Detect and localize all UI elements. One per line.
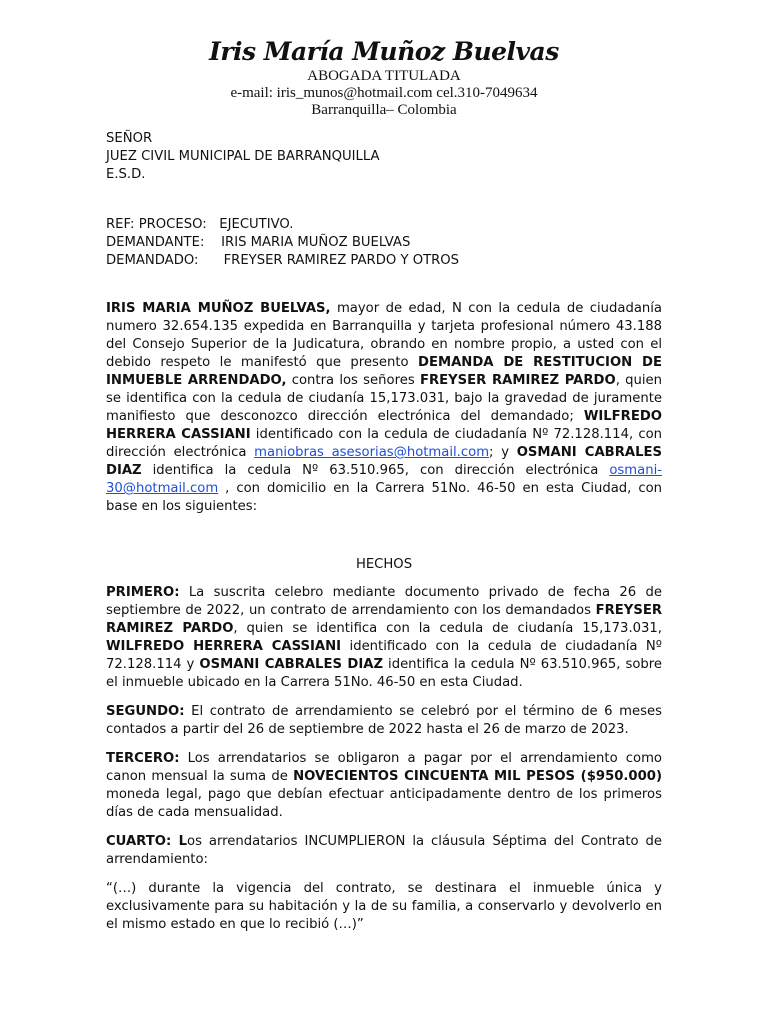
primero-text-a: La suscrita celebro mediante documento privado de fecha 26 de septiembre de 2022, un contrato de arrendamiento con los demandados [106, 585, 662, 618]
email-link-1[interactable]: maniobras asesorias@hotmail.com [254, 445, 490, 460]
tercero-label: TERCERO: [106, 751, 180, 766]
plaintiff-name: IRIS MARIA MUÑOZ BUELVAS, [106, 301, 331, 316]
ref-proceso: REF: PROCESO: EJECUTIVO. [106, 217, 294, 232]
intro-text-f: identifica la cedula Nº 63.510.965, con dirección electrónica [141, 463, 610, 478]
letterhead [0, 36, 768, 119]
letterhead-contact: e-mail: iris_munos@hotmail.com cel.310-7049634 [230, 85, 538, 101]
tercero-text-b: moneda legal, pago que debían efectuar anticipadamente dentro de los primeros días de cada mensualidad. [106, 787, 662, 820]
cuarto-label: CUARTO: L [106, 834, 187, 849]
intro-text-a: mayor de edad, N con la cedula de ciudadanía numero 32.654.135 expedida en Barranquilla y tarjeta profesional número 43.188 del Consejo Superior de la Judicatura, obrando en nombre propio, a usted con el debido respeto le manifestó que presento [106, 301, 662, 370]
contract-quote: “(…) durante la vigencia del contrato, se destinara el inmueble única y exclusivamente para su habitación y la de su familia, a conservarlo y devolverlo en el mismo estado en que lo recibió (…)” [106, 881, 662, 932]
intro-text-e: ; y [489, 445, 517, 460]
hecho-segundo [106, 703, 662, 739]
segundo-label: SEGUNDO: [106, 704, 185, 719]
letterhead-name: Iris María Muñoz Buelvas [209, 37, 559, 66]
defendant-1: FREYSER RAMIREZ PARDO [419, 373, 616, 388]
ref-demandado: DEMANDADO: FREYSER RAMIREZ PARDO Y OTROS [106, 253, 460, 268]
letterhead-title: ABOGADA TITULADA [307, 68, 461, 84]
intro-text-g: , con domicilio en la Carrera 51No. 46-50 en esta Ciudad, con base en los siguientes: [106, 481, 662, 514]
defendant-2: WILFREDO HERRERA CASSIANI [106, 409, 662, 442]
primero-text-b: , quien se identifica con la cedula de ciudanía 15,173.031, [233, 621, 662, 636]
recipient-block [106, 130, 662, 184]
tercero-amount: NOVECIENTOS CINCUENTA MIL PESOS ($950.000) [293, 769, 662, 784]
intro-text-b: contra los señores [286, 373, 420, 388]
hecho-primero [106, 584, 662, 692]
hechos-body [106, 584, 662, 934]
intro-text-d: identificado con la cedula de ciudadanía Nº 72.128.114, con dirección electrónica [106, 427, 662, 460]
primero-defendant-2: WILFREDO HERRERA CASSIANI [106, 639, 342, 654]
primero-defendant-3: OSMANI CABRALES DIAZ [199, 657, 384, 672]
demand-type: DEMANDA DE RESTITUCION DE INMUEBLE ARRENDADO, [106, 355, 662, 388]
primero-text-d: identifica la cedula Nº 63.510.965, sobre el inmueble ubicado en la Carrera 51No. 46-50 en esta Ciudad. [106, 657, 663, 690]
segundo-text: El contrato de arrendamiento se celebró por el término de 6 meses contados a partir del 26 de septiembre de 2022 hasta el 26 de marzo de 2023. [106, 704, 662, 737]
hechos-heading: HECHOS [355, 557, 413, 572]
recipient-line-1: SEÑOR [106, 131, 153, 146]
cuarto-text: os arrendatarios INCUMPLIERON la cláusula Séptima del Contrato de arrendamiento: [106, 834, 662, 867]
hecho-tercero [106, 750, 662, 822]
primero-defendant-1: FREYSER RAMIREZ PARDO [106, 603, 662, 636]
recipient-line-3: E.S.D. [106, 167, 146, 182]
hecho-cuarto [106, 833, 662, 869]
intro-paragraph [106, 300, 662, 516]
reference-block [106, 216, 662, 270]
letterhead-city: Barranquilla– Colombia [311, 102, 457, 118]
tercero-text-a: Los arrendatarios se obligaron a pagar por el arrendamiento como canon mensual la suma de [106, 751, 662, 784]
recipient-line-2: JUEZ CIVIL MUNICIPAL DE BARRANQUILLA [106, 149, 380, 164]
intro-text-c: , quien se identifica con la cedula de ciudanía 15,173.031, bajo la gravedad de juramente manifiesto que desconozco dirección electrónica del demandado; [106, 373, 663, 424]
email-link-2[interactable]: osmani-30@hotmail.com [106, 463, 662, 496]
defendant-3: OSMANI CABRALES DIAZ [106, 445, 662, 478]
ref-demandante: DEMANDANTE: IRIS MARIA MUÑOZ BUELVAS [106, 235, 411, 250]
primero-label: PRIMERO: [106, 585, 180, 600]
primero-text-c: identificado con la cedula de ciudadanía Nº 72.128.114 y [106, 639, 663, 672]
